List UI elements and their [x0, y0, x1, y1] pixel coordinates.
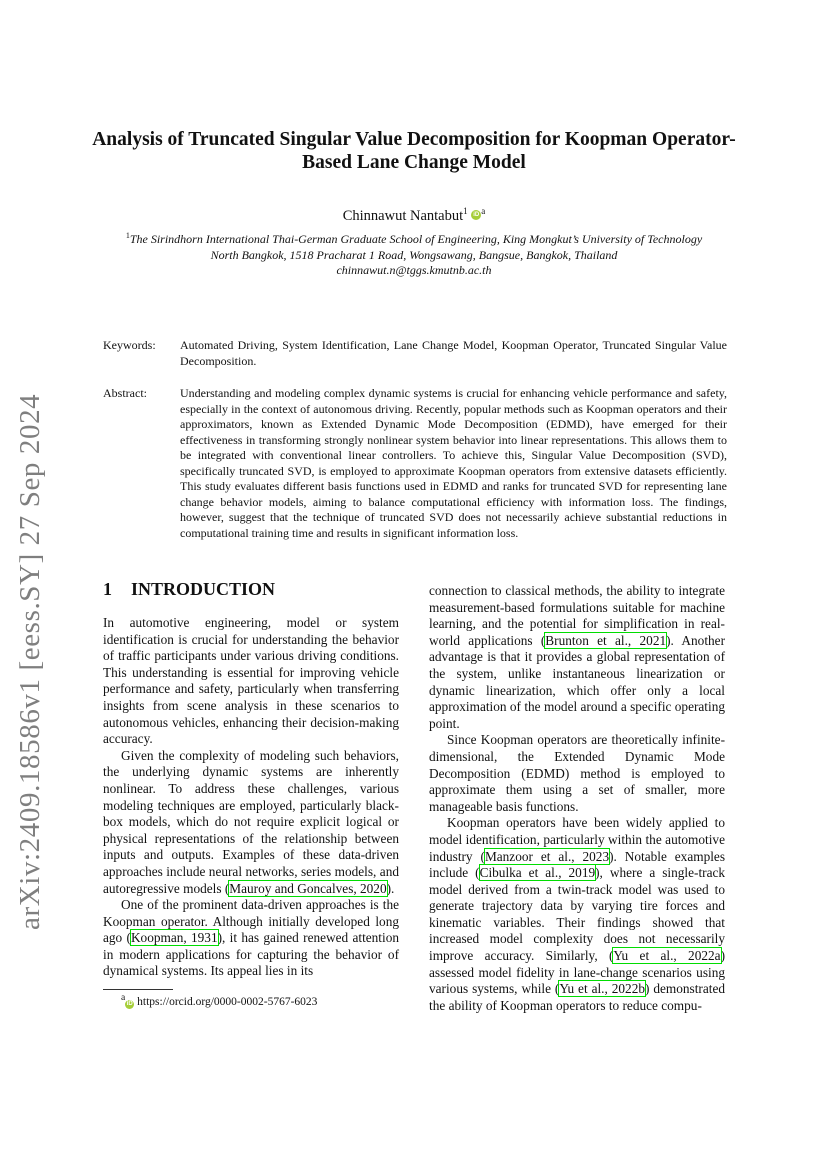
footnote-sup: a [121, 992, 126, 1003]
citation-link-manzoor[interactable]: Manzoor et al., 2023 [484, 848, 610, 864]
affiliation-sup: 1 [125, 231, 130, 240]
footnote-divider [103, 989, 173, 990]
citation-link-koopman[interactable]: Koopman, 1931 [130, 930, 218, 946]
section-heading [103, 578, 399, 600]
author-email[interactable]: chinnawut.n@tggs.kmutnb.ac.th [336, 263, 492, 277]
keywords-block [103, 338, 727, 369]
intro-paragraph-6: Koopman operators have been widely applied to model identification, particularly within the automotive industry (Manzoor et al., 2023). Notable examples include (Cibulka et al., 2019), where a single-track model derived from a twin-track model was used to generate trajectory data by varying tire forces and kinematic variables. Their findings showed that increased model complexity does not necessarily improve accuracy. Similarly, (Yu et al., 2022a) assessed model fidelity in lane-change scenarios using various systems, while (Yu et al., 2022b) demonstrated the ability of Koopman operators to reduce compu- [429, 815, 726, 1013]
citation-link-mauroy[interactable]: Mauroy and Goncalves, 2020 [229, 880, 387, 896]
arxiv-identifier-stamp: arXiv:2409.18586v1 [eess.SY] 27 Sep 2024 [14, 393, 46, 930]
citation-link-cibulka[interactable]: Cibulka et al., 2019 [479, 865, 596, 881]
footnote-orcid-url[interactable]: https://orcid.org/0000-0002-5767-6023 [137, 995, 318, 1008]
orcid-icon[interactable]: iD [473, 211, 480, 218]
keywords-text: Automated Driving, System Identification, Lane Change Model, Koopman Operator, Truncated Singular Value Decomposition. [180, 338, 727, 368]
section-number: 1 [103, 579, 112, 599]
left-column [103, 578, 399, 980]
author-affiliation-sup: 1 [463, 206, 468, 216]
abstract-text: Understanding and modeling complex dynamic systems is crucial for enhancing vehicle performance and safety, especially in the context of autonomous driving. Recently, popular methods such as Koopman operators and their approximators, known as Extended Dynamic Mode Decomposition (EDMD), have emerged for their effectiveness in transforming strongly nonlinear system behavior into linear representations. This allows them to be integrated with conventional linear controllers. To achieve this, Singular Value Decomposition (SVD), specifically truncated SVD, is employed to approximate Koopman operators from extensive datasets efficiently. This study evaluates different basis functions used in EDMD and ranks for truncated SVD for representing lane change behavior models, aiming to balance computational efficiency with information loss. The findings, however, suggest that the technique of truncated SVD does not necessarily achieve substantial reductions in computational training time and results in significant information loss. [180, 386, 727, 540]
orcid-icon: iD [126, 1000, 133, 1007]
section-title: INTRODUCTION [131, 579, 276, 599]
citation-link-yu-2022b[interactable]: Yu et al., 2022b [559, 981, 645, 997]
citation-link-yu-2022a[interactable]: Yu et al., 2022a [613, 948, 721, 964]
affiliation-block [80, 228, 748, 279]
abstract-label: Abstract: [103, 386, 147, 400]
intro-paragraph-1: In automotive engineering, model or system identification is crucial for understanding the behavior of traffic participants under various driving conditions. This understanding is essential for improving vehicle performance and safety, particularly when transferring insights from scene analysis in these scenarios to autonomous vehicles, enhancing their decision-making accuracy. [103, 615, 399, 747]
keywords-label: Keywords: [103, 338, 156, 352]
paper-title: Analysis of Truncated Singular Value Decomposition for Koopman Operator-Based Lane Change Model [92, 129, 736, 173]
intro-paragraph-5: Since Koopman operators are theoretically infinite-dimensional, the Extended Dynamic Mode Decomposition (EDMD) method is employed to approximate them using a set of smaller, more manageable basis functions. [429, 732, 725, 814]
affiliation-line-2: North Bangkok, 1518 Pracharat 1 Road, Wongsawang, Bangsue, Bangkok, Thailand [210, 247, 618, 262]
author-line [80, 206, 748, 225]
author-orcid-sup: a [481, 206, 486, 216]
abstract-block [103, 386, 727, 541]
footnote [121, 992, 317, 1009]
intro-paragraph-4: connection to classical methods, the ability to integrate measurement-based formulations suitable for machine learning, and the potential for simplification in real-world applications (Brunton et al., 2021). Another advantage is that it provides a global representation of the system, unlike instantaneous linearization or dynamic linearization, which offer only a local approximation of the model around a specific operating point. [429, 583, 725, 731]
citation-link-brunton[interactable]: Brunton et al., 2021 [545, 632, 667, 648]
author-name: Chinnawut Nantabut [342, 207, 464, 224]
affiliation-line-1: The Sirindhorn International Thai-German Graduate School of Engineering, King Mongkut’s University of Technology [129, 232, 703, 246]
intro-paragraph-2: Given the complexity of modeling such behaviors, the underlying dynamic systems are inherently nonlinear. To address these challenges, various modeling techniques are employed, particularly black-box models, which do not require explicit logical or physical representations of the relationship between inputs and outputs. Examples of these data-driven approaches include neural networks, series models, and autoregressive models (Mauroy and Goncalves, 2020). [103, 747, 399, 896]
right-column [429, 583, 725, 1014]
intro-paragraph-3: One of the prominent data-driven approaches is the Koopman operator. Although initially developed long ago (Koopman, 1931), it has gained renewed attention in modern applications for capturing the behavior of dynamical systems. Its appeal lies in its [103, 897, 399, 979]
